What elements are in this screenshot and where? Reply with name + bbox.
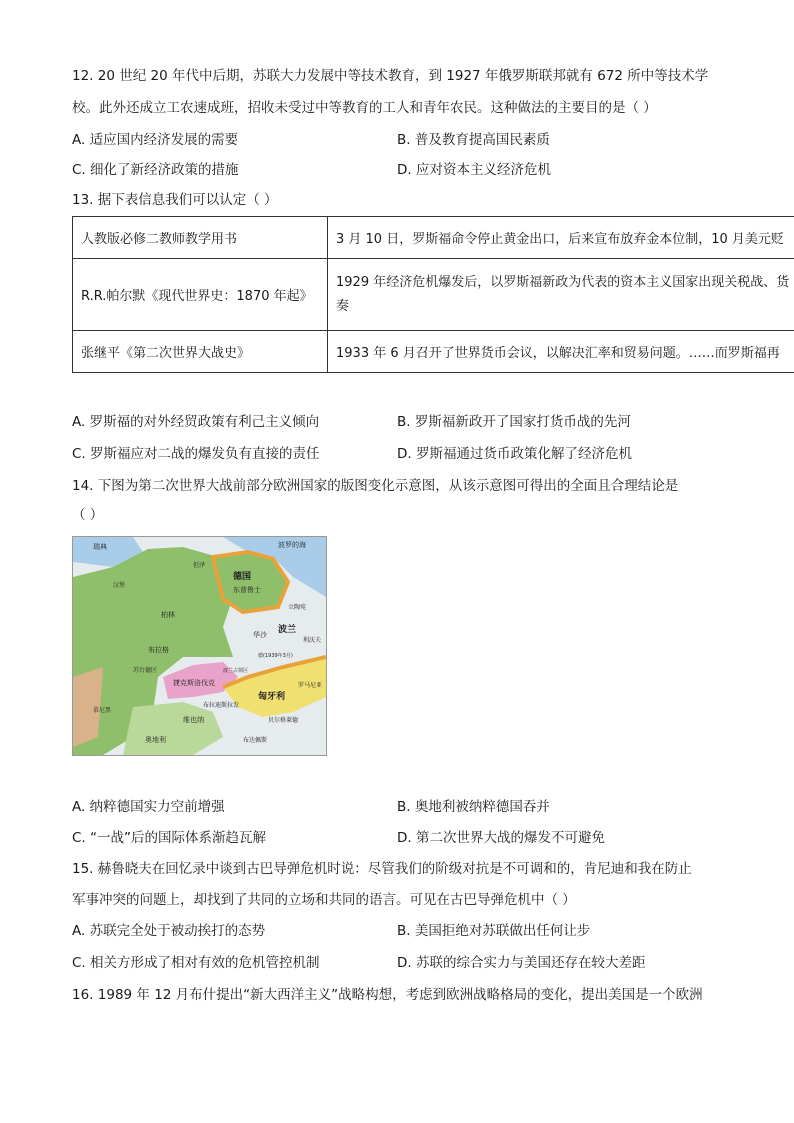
europe-map-svg (73, 537, 326, 755)
table-cell-source: 人教版必修二教师教学用书 (73, 217, 328, 259)
q13-option-b[interactable]: B. 罗斯福新政开了国家打货币战的先河 (397, 414, 631, 430)
map-label: 苏台德区 (133, 667, 158, 674)
q13-option-a[interactable]: A. 罗斯福的对外经贸政策有利己主义倾向 (72, 414, 320, 430)
table-cell-content-line: 奏 (336, 298, 350, 314)
map-label: 维也纳 (183, 716, 204, 724)
table-cell-content-line: 1929 年经济危机爆发后，以罗斯福新政为代表的资本主义国家出现关税战、货 (336, 274, 790, 290)
table-row (73, 259, 794, 331)
map-label: 布拉迪斯拉发 (203, 702, 240, 709)
map-label: 瑞典 (93, 543, 107, 551)
q12-stem-line2: 校。此外还成立工农速成班，招收未受过中等教育的工人和青年农民。这种做法的主要目的是（ ） (72, 100, 657, 116)
q14-option-a[interactable]: A. 纳粹德国实力空前增强 (72, 799, 225, 815)
map-label: 奥地利 (145, 736, 166, 744)
map-label: 但泽 (193, 562, 206, 569)
table-row (73, 331, 794, 373)
map-label: 波兰 (278, 625, 297, 635)
map-label: 捷克斯洛伐克 (173, 679, 215, 687)
q12-stem-line1: 12. 20 世纪 20 年代中后期，苏联大力发展中等技术教育，到 1927 年俄罗斯联邦就有 672 所中等技术学 (72, 68, 709, 84)
q16-stem-line1: 16. 1989 年 12 月布什提出“新大西洋主义”战略构想，考虑到欧洲战略格局的变化，提出美国是一个欧洲 (72, 987, 703, 1003)
q13-option-d[interactable]: D. 罗斯福通过货币政策化解了经济危机 (397, 446, 632, 462)
q13-option-c[interactable]: C. 罗斯福应对二战的爆发负有直接的责任 (72, 446, 320, 462)
q13-source-table (72, 216, 794, 374)
table-cell-content: 1933 年 6 月召开了世界货币会议，以解决汇率和贸易问题。……而罗斯福再 (328, 331, 794, 373)
q15-option-d[interactable]: D. 苏联的综合实力与美国还存在较大差距 (397, 955, 646, 971)
q15-option-c[interactable]: C. 相关方形成了相对有效的危机管控机制 (72, 955, 320, 971)
q15-option-a[interactable]: A. 苏联完全处于被动挨打的态势 (72, 923, 266, 939)
table-cell-content: 3 月 10 日，罗斯福命令停止黄金出口，后来宣布放弃金本位制，10 月美元贬 (328, 217, 794, 259)
map-label: 波兰占领区 (223, 668, 249, 674)
q14-option-c[interactable]: C. “一战”后的国际体系渐趋瓦解 (72, 830, 266, 846)
q12-option-a[interactable]: A. 适应国内经济发展的需要 (72, 132, 239, 148)
q12-option-c[interactable]: C. 细化了新经济政策的措施 (72, 162, 239, 178)
table-cell-source: 张继平《第二次世界大战史》 (73, 331, 328, 373)
map-label: 布达佩斯 (243, 737, 268, 744)
table-cell-content (328, 259, 794, 331)
map-label: 柏林 (161, 611, 175, 619)
q14-option-d[interactable]: D. 第二次世界大战的爆发不可避免 (397, 830, 605, 846)
map-label: 华沙 (253, 631, 267, 639)
map-label: 利沃夫 (303, 637, 322, 644)
q14-stem-line2: （ ） (72, 507, 104, 523)
q14-option-b[interactable]: B. 奥地利被纳粹德国吞并 (397, 799, 550, 815)
map-label: 罗马尼亚 (298, 682, 323, 689)
map-label: 波罗的海 (278, 541, 306, 549)
q15-option-b[interactable]: B. 美国拒绝对苏联做出任何让步 (397, 923, 591, 939)
q15-stem-line1: 15. 赫鲁晓夫在回忆录中谈到古巴导弹危机时说：尽管我们的阶级对抗是不可调和的，肯尼迪和我在防止 (72, 861, 692, 877)
europe-map-figure (72, 536, 327, 756)
map-label: 德国 (233, 572, 252, 582)
map-label: 东普鲁士 (233, 586, 261, 594)
map-label: 贝尔格莱德 (268, 717, 299, 724)
q12-option-b[interactable]: B. 普及教育提高国民素质 (397, 132, 550, 148)
map-label: 慕尼黑 (93, 707, 112, 714)
map-label: 立陶宛 (288, 604, 307, 611)
table-row (73, 217, 794, 259)
map-label: 匈牙利 (258, 692, 286, 702)
map-label: 汉堡 (113, 582, 126, 589)
table-cell-source: R.R.帕尔默《现代世界史：1870 年起》 (73, 259, 328, 331)
q14-stem-line1: 14. 下图为第二次世界大战前部分欧洲国家的版图变化示意图，从该示意图可得出的全面且合理结论是 (72, 478, 679, 494)
q13-stem: 13. 据下表信息我们可以认定（ ） (72, 192, 278, 208)
map-label: 布拉格 (148, 646, 169, 654)
q15-stem-line2: 军事冲突的问题上，却找到了共同的立场和共同的语言。可见在古巴导弹危机中（ ） (72, 892, 576, 908)
map-label: 德(1939年3月) (258, 653, 293, 659)
q12-option-d[interactable]: D. 应对资本主义经济危机 (397, 162, 551, 178)
